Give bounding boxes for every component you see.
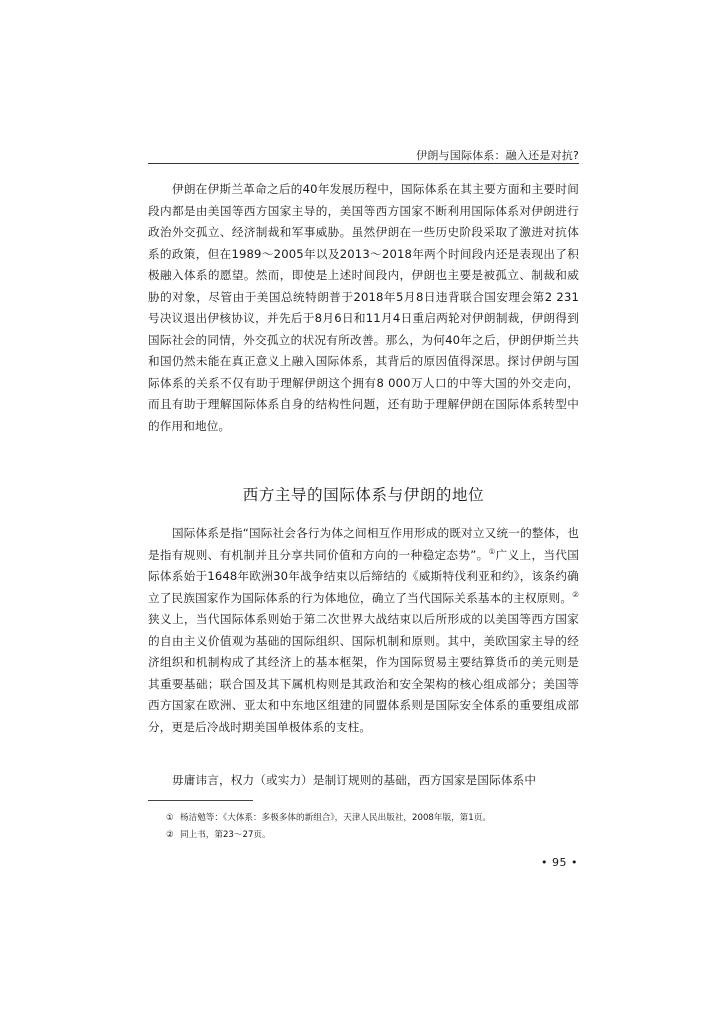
header-rule bbox=[148, 163, 579, 164]
body-paragraph-1 bbox=[148, 523, 579, 738]
footnote-1 bbox=[166, 812, 491, 824]
paragraph-text: 狭义上，当代国际体系则始于第二次世界大战结束以后所形成的以美国等西方国家的自由主义价值观为基础的国际组织、国际机制和原则。其中，美欧国家主导的经济组织和机制构成了其经济上的基本框架，作为国际贸易主要结算货币的美元则是其重要基础；联合国及其下属机构则是其政治和安全架构的核心组成部分；美国等西方国家在欧洲、亚太和中东地区组建的同盟体系则是国际安全体系的重要组成部分，更是后冷战时期美国单极体系的支柱。 bbox=[148, 612, 579, 734]
intro-paragraph: 伊朗在伊斯兰革命之后的40年发展历程中，国际体系在其主要方面和主要时间段内都是由美国等西方国家主导的，美国等西方国家不断利用国际体系对伊朗进行政治外交孤立、经济制裁和军事威胁。虽然伊朗在一些历史阶段采取了激进对抗体系的政策，但在1989～2005年以及2013～2018年两个时间段内还是表现出了积极融入体系的愿望。然而，即使是上述时间段内，伊朗也主要是被孤立、制裁和威胁的对象，尽管由于美国总统特朗普于2018年5月8日违背联合国安理会第2 231号决议退出伊核协议，并先后于8月6日和11月4日重启两轮对伊朗制裁，伊朗得到国际社会的同情，外交孤立的状况有所改善。那么，为何40年之后，伊朗伊斯兰共和国仍然未能在真正意义上融入国际体系，其背后的原因值得深思。探讨伊朗与国际体系的关系不仅有助于理解伊朗这个拥有8 000万人口的中等大国的外交走向，而且有助于理解国际体系自身的结构性问题，还有助于理解伊朗在国际体系转型中的作用和地位。 bbox=[148, 182, 579, 433]
footnote-mark: ① bbox=[166, 813, 174, 823]
running-header: 伊朗与国际体系：融入还是对抗? bbox=[416, 149, 579, 162]
footnote-mark: ② bbox=[166, 830, 174, 840]
body-paragraph-2: 毋庸讳言，权力（或实力）是制订规则的基础，西方国家是国际体系中 bbox=[172, 773, 537, 787]
footnote-2 bbox=[166, 829, 271, 841]
footnote-ref-2[interactable]: ② bbox=[572, 589, 579, 599]
section-title: 西方主导的国际体系与伊朗的地位 bbox=[242, 486, 485, 504]
paragraph-text: 广义上，当代国际体系始于1648年欧洲30年战争结束以后缔结的《威斯特伐利亚和约》，该条约确立了民族国家作为国际体系的行为体地位，确立了当代国际关系基本的主权原则。 bbox=[148, 547, 580, 605]
footnote-text: 杨洁勉等：《大体系：多极多体的新组合》，天津人民出版社，2008年版，第1页。 bbox=[180, 813, 491, 823]
paragraph-text: 国际体系是指“国际社会各行为体之间相互作用形成的既对立又统一的整体，也是指有规则、有机制并且分享共同价值和方向的一种稳定态势”。 bbox=[148, 526, 579, 562]
page-number: • 95 • bbox=[541, 856, 578, 869]
footnote-text: 同上书，第23～27页。 bbox=[180, 830, 271, 840]
footnote-ref-1[interactable]: ① bbox=[488, 546, 496, 556]
footnote-rule bbox=[148, 800, 253, 801]
